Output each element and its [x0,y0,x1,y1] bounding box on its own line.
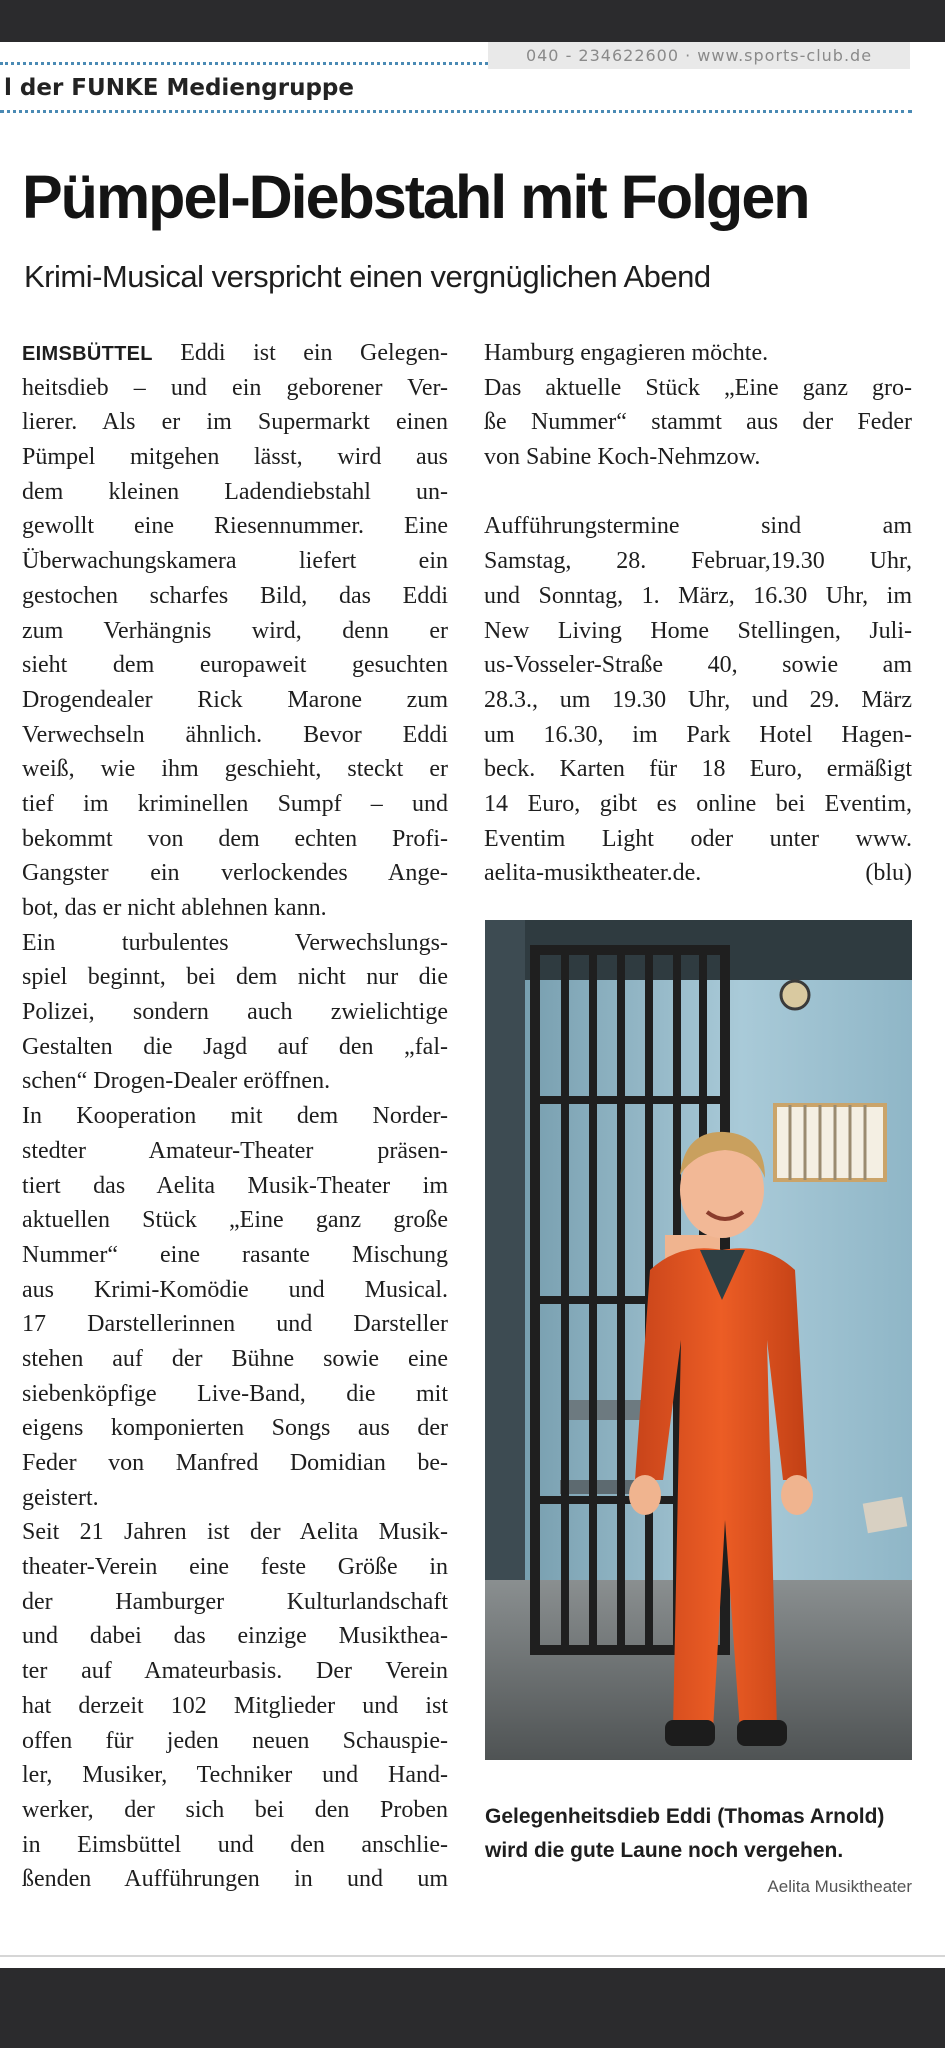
photo-caption [485,1800,915,1868]
text-line: der Hamburger Kulturlandschaft [22,1588,448,1615]
text-line: Verwechseln ähnlich. Bevor Eddi [22,721,448,748]
text-line: Nummer“ eine rasante Mischung [22,1241,448,1268]
text-line: Feder von Manfred Domidian be- [22,1450,448,1476]
prison-cell-photo [485,920,912,1760]
paragraph-gap [484,475,912,510]
text-line: von Sabine Koch-Nehmzow. [484,444,761,471]
text-line: eigens komponierten Songs aus der [22,1415,448,1442]
text-line-rest: Eddi ist ein Gelegen- [152,340,448,366]
text-line: Eventim Light oder unter www. [484,825,912,852]
text-line: hat derzeit 102 Mitglieder und ist [22,1692,448,1719]
text-line: us-Vosseler-Straße 40, sowie am [484,652,912,679]
text-line: Gestalten die Jagd auf den „fal- [22,1033,448,1060]
dotted-rule-top [0,62,488,65]
text-line: bot, das er nicht ablehnen kann. [22,895,327,921]
text-line: Samstag, 28. Februar,19.30 Uhr, [484,548,912,575]
text-line: Polizei, sondern auch zwielichtige [22,999,448,1026]
text-line: bekommt von dem echten Profi- [22,825,448,852]
text-line: lierer. Als er im Supermarkt einen [22,409,448,436]
text-line: Das aktuelle Stück „Eine ganz gro- [484,374,912,401]
text-line: In Kooperation mit dem Norder- [22,1103,448,1130]
text-line: gewollt eine Riesennummer. Eine [22,513,448,540]
text-line: theater-Verein eine feste Größe in [22,1554,448,1581]
text-line [22,336,448,371]
headline: Pümpel-Diebstahl mit Folgen [22,163,809,231]
text-line: 28.3., um 19.30 Uhr, und 29. März [484,686,912,713]
text-line: Hamburg engagieren möchte. [484,340,769,366]
text-line: weiß, wie ihm geschieht, steckt er [22,756,448,783]
masthead: l der FUNKE Mediengruppe [4,75,354,101]
text-line: sieht dem europaweit gesuchten [22,652,448,679]
article-photo [485,920,912,1760]
text-line: aus Krimi-Komödie und Musical. [22,1276,448,1303]
text-line: Überwachungskamera liefert ein [22,548,448,575]
text-line: gestochen scharfes Bild, das Eddi [22,582,448,609]
text-line: 17 Darstellerinnen und Darsteller [22,1311,448,1338]
text-line: heitsdieb – und ein geborener Ver- [22,374,448,401]
text-line: Aufführungstermine sind am [484,513,912,540]
text-line: ßenden Aufführungen in und um [22,1866,448,1893]
text-line: tief im kriminellen Sumpf – und [22,790,448,817]
dateline: EIMSBÜTTEL [22,343,153,365]
text-line: aelita-musiktheater.de. (blu) [484,860,912,887]
text-line: Gangster ein verlockendes Ange- [22,860,448,887]
bottom-navigation-bar [0,1968,945,2048]
text-line: geistert. [22,1484,99,1511]
dotted-rule-bottom [0,110,912,113]
text-line: Drogendealer Rick Marone zum [22,686,448,713]
bottom-divider [0,1955,945,1957]
text-line: beck. Karten für 18 Euro, ermäßigt [484,756,912,783]
text-line: tiert das Aelita Musik-Theater im [22,1172,448,1199]
caption-line: Gelegenheitsdieb Eddi (Thomas Arnold) [485,1805,885,1828]
text-line: werker, der sich bei den Proben [22,1796,448,1823]
text-line: Ein turbulentes Verwechslungs- [22,929,448,956]
text-line: und Sonntag, 1. März, 16.30 Uhr, im [484,582,912,609]
caption-line: wird die gute Laune noch vergehen. [485,1839,844,1862]
subheadline: Krimi-Musical verspricht einen vergnüglichen Abend [24,259,711,294]
text-line: New Living Home Stellingen, Juli- [484,617,912,644]
top-status-bar [0,0,945,42]
text-line: siebenköpfige Live-Band, die mit [22,1380,448,1407]
text-line: aktuellen Stück „Eine ganz große [22,1207,448,1234]
text-line: und dabei das einzige Musikthea- [22,1623,448,1650]
text-line: offen für jeden neuen Schauspie- [22,1727,448,1754]
ad-strip: 040 - 234622600 · www.sports-club.de [488,42,910,69]
text-line: 14 Euro, gibt es online bei Eventim, [484,790,912,817]
text-line: ler, Musiker, Techniker und Hand- [22,1762,448,1789]
text-line: spiel beginnt, bei dem nicht nur die [22,964,448,991]
article-column-right [484,336,912,891]
article-column-left [22,336,448,1897]
text-line: schen“ Drogen-Dealer eröffnen. [22,1068,331,1095]
text-line: zum Verhängnis wird, denn er [22,617,448,644]
text-line: in Eimsbüttel und den anschlie- [22,1831,448,1858]
photo-credit: Aelita Musiktheater [767,1877,912,1896]
text-line: ter auf Amateurbasis. Der Verein [22,1658,448,1685]
text-line: dem kleinen Ladendiebstahl un- [22,478,448,505]
text-line: stedter Amateur-Theater präsen- [22,1137,448,1164]
text-line: um 16.30, im Park Hotel Hagen- [484,721,912,748]
text-line: Pümpel mitgehen lässt, wird aus [22,444,448,471]
text-line: stehen auf der Bühne sowie eine [22,1345,448,1372]
text-line: ße Nummer“ stammt aus der Feder [484,409,912,436]
text-line: Seit 21 Jahren ist der Aelita Musik- [22,1519,448,1546]
